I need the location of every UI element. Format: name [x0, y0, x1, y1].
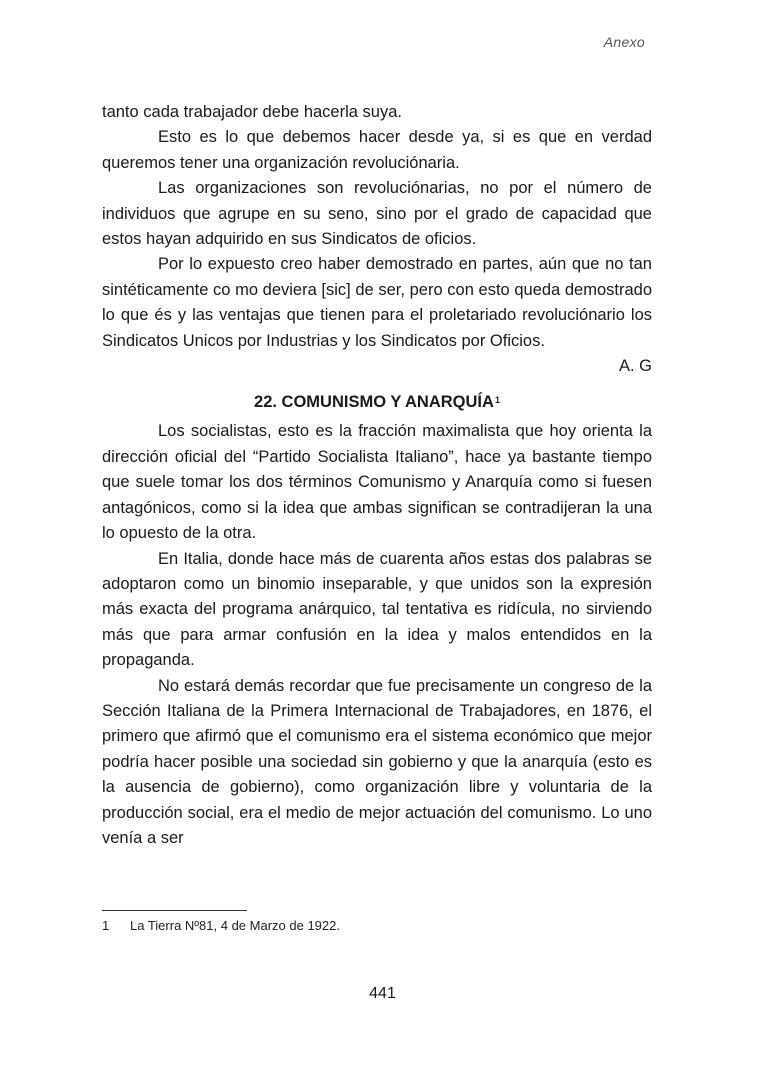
- paragraph: Los socialistas, esto es la fracción maximalista que hoy orienta la dirección oficial del “Partido Socialista Italiano”, hace ya bastante tiempo que suele tomar los dos términos Comunismo y Anarquía como si fuesen antagónicos, como si la idea que ambas significan se contradijeran la una lo opuesto de la otra.: [102, 422, 652, 543]
- section-title: 22. COMUNISMO Y ANARQUÍA: [254, 393, 494, 412]
- footnote-reference[interactable]: 1: [494, 395, 500, 406]
- paragraph: Por lo expuesto creo haber demostrado en partes, aún que no tan sintéticamente co mo deviera [sic] de ser, pero con esto queda demostrado lo que és y las ventajas que tienen para el proletariado revoluciónario los Sindicatos Unicos por Industrias y los Sindicatos por Oficios.: [102, 255, 652, 350]
- footnote: [102, 917, 652, 935]
- footnote-divider: [102, 910, 247, 911]
- section-heading: [102, 389, 652, 415]
- footnote-number: 1: [102, 918, 110, 933]
- author-signature: A. G: [618, 357, 652, 376]
- paragraph: Esto es lo que debemos hacer desde ya, si es que en verdad queremos tener una organización revoluciónaria.: [102, 128, 652, 172]
- paragraph: No estará demás recordar que fue precisamente un congreso de la Sección Italiana de la Primera Internacional de Trabajadores, en 1876, el primero que afirmó que el comunismo era el sistema económico que mejor podría hacer posible una sociedad sin gobierno y que la anarquía (esto es la ausencia de gobierno), como organización libre y voluntaria de la producción social, era el medio de mejor actuación del comunismo. Lo uno venía a ser: [102, 676, 652, 847]
- body-text: [102, 100, 652, 851]
- paragraph: En Italia, donde hace más de cuarenta años estas dos palabras se adoptaron como un binomio inseparable, y que unidos son la expresión más exacta del programa anárquico, tal tentativa es ridícula, no sirviendo más que para armar confusión en la idea y malos entendidos en la propaganda.: [102, 549, 652, 670]
- page-number: 441: [369, 985, 396, 1002]
- paragraph-continuation: tanto cada trabajador debe hacerla suya.: [102, 103, 402, 121]
- footnote-text: La Tierra Nº81, 4 de Marzo de 1922.: [130, 918, 340, 933]
- paragraph: Las organizaciones son revoluciónarias, no por el número de individuos que agrupe en su seno, sino por el grado de capacidad que estos hayan adquirido en sus Sindicatos de oficios.: [102, 179, 652, 249]
- running-head: Anexo: [603, 34, 645, 50]
